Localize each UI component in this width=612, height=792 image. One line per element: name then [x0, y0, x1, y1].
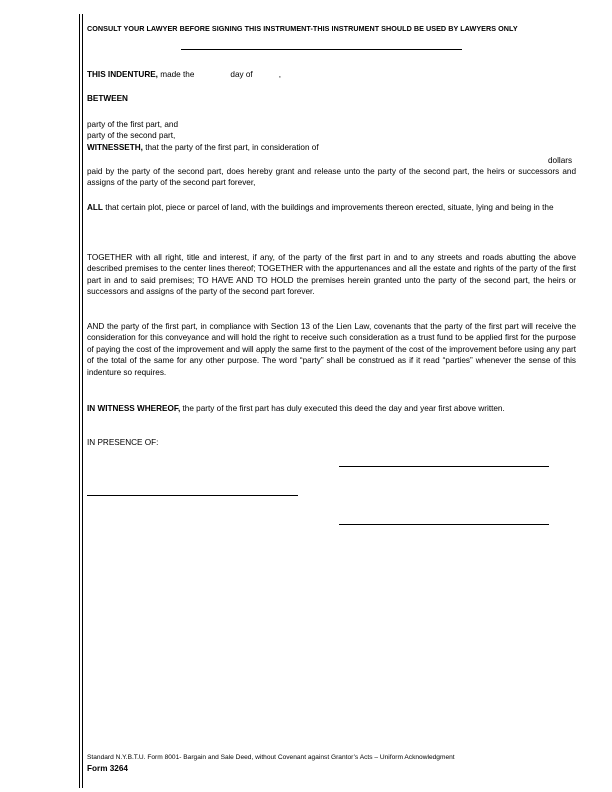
indenture-lead: THIS INDENTURE, — [87, 70, 158, 79]
signature-line-grantor-1[interactable] — [339, 466, 549, 467]
in-presence-of-label: IN PRESENCE OF: — [87, 438, 159, 447]
all-rest: that certain plot, piece or parcel of land, with the buildings and improvements thereon erected, situate, lying and being in the — [102, 203, 554, 212]
witnesseth-lead: WITNESSETH, — [87, 142, 143, 152]
lien-law-paragraph: AND the party of the first part, in compliance with Section 13 of the Lien Law, covenants that the party of the first part will receive the consideration for this conveyance and will hold the right to receive such consideration as a trust fund to be applied first for the purpose of paying the cost of the improvement and will apply the same first to the payment of the cost of the improvement before using any part of the total of the same for any other purpose. The word “party” shall be construed as if it read “parties” whenever the sense of this indenture so requires. — [87, 322, 576, 377]
indenture-line — [87, 69, 281, 80]
signature-line-grantor-2[interactable] — [339, 524, 549, 525]
witness-rest: the party of the first part has duly executed this deed the day and year first above written. — [180, 404, 505, 413]
witness-paragraph — [87, 403, 576, 414]
witnesseth-rest: that the party of the first part, in consideration of — [142, 142, 319, 152]
parties-block — [87, 119, 576, 153]
witness-lead: IN WITNESS WHEREOF, — [87, 404, 181, 413]
page-border-line-outer — [79, 14, 80, 788]
together-paragraph: TOGETHER with all right, title and interest, if any, of the party of the first part in and to any streets and roads abutting the above described premises to the center lines thereof; TOGETHER with the appurtenances and all the estate and rights of the party of the first part in and to said premises; TO HAVE AND TO HOLD the premises herein granted unto the party of the second part, the heirs or successors and assigns of the party of the second part forever. — [87, 253, 576, 297]
signature-line-witness[interactable] — [87, 495, 298, 496]
form-number: Form 3264 — [87, 764, 128, 773]
lawyer-caution-header: CONSULT YOUR LAWYER BEFORE SIGNING THIS INSTRUMENT-THIS INSTRUMENT SHOULD BE USED BY LAWYERS ONLY — [87, 24, 518, 33]
page-border-line-inner — [82, 14, 83, 788]
indenture-made: made the — [157, 70, 195, 79]
witnesseth-line — [87, 142, 576, 153]
all-paragraph — [87, 202, 576, 213]
grant-paragraph: paid by the party of the second part, does hereby grant and release unto the party of the second part, the heirs or successors and assigns of the party of the second part forever, — [87, 167, 576, 188]
title-rule-line — [181, 49, 462, 50]
indenture-day-of: day of — [230, 70, 253, 79]
party-second-line: party of the second part, — [87, 131, 176, 141]
indenture-comma: , — [278, 70, 281, 79]
party-first-line: party of the first part, and — [87, 120, 179, 129]
form-footer-description: Standard N.Y.B.T.U. Form 8001- Bargain and Sale Deed, without Covenant against Grantor’s Acts – Uniform Acknowledgment — [87, 754, 455, 761]
dollars-label: dollars — [548, 156, 573, 165]
between-heading: BETWEEN — [87, 94, 128, 103]
all-lead: ALL — [87, 203, 103, 212]
